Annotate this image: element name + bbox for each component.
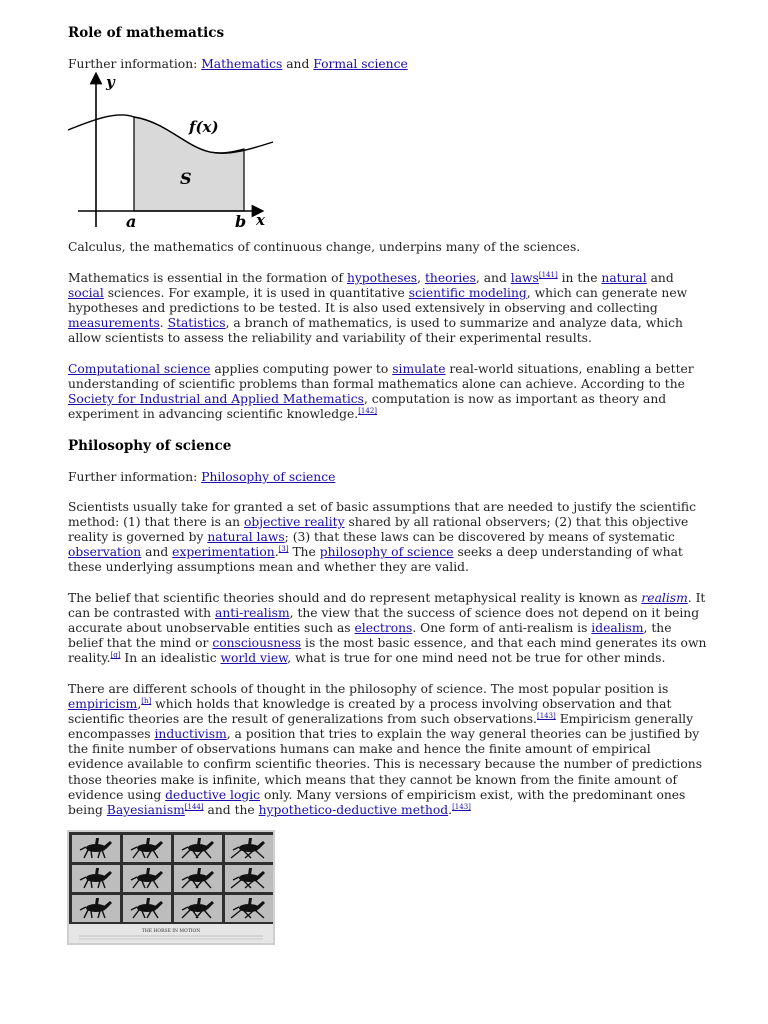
- paragraph-basic-assumptions: Scientists usually take for granted a set of basic assumptions that are needed to justify the scientific method: (1) that there is an objective reality shared by all rational observers; (2) that this objective reality is governed by natural laws; (3) that these laws can be discovered by means of systematic observation and experimentation.[3] The philosophy of science seeks a deep understanding of what these underlying assumptions mean and whether they are valid.: [68, 500, 697, 575]
- ref-143-a[interactable]: [143]: [536, 712, 556, 721]
- label-y: y: [106, 73, 115, 91]
- ref-143-b[interactable]: [143]: [452, 802, 471, 811]
- horse-in-motion-image: [67, 830, 275, 945]
- heading-philosophy-of-science: Philosophy of science: [68, 438, 232, 454]
- figure-caption-calculus: Calculus, the mathematics of continuous change, underpins many of the sciences.: [68, 240, 581, 254]
- link-consciousness[interactable]: consciousness: [212, 636, 302, 651]
- link-electrons[interactable]: electrons: [354, 621, 413, 636]
- heading-role-of-mathematics: Role of mathematics: [68, 25, 225, 41]
- link-deductive-logic[interactable]: deductive logic: [165, 787, 261, 802]
- link-philosophy-of-science-further[interactable]: Philosophy of science: [201, 470, 336, 484]
- paragraph-empiricism: There are different schools of thought in the philosophy of science. The most popular position is empiricism,[h] which holds that knowledge is created by a process involving observation and that scientific theories are the result of generalizations from such observations.[143] Empiricism generally encompasses inductivism, a position that tries to explain the way general theories can be justified by the finite number of observations humans can make and hence the finite amount of empirical evidence available to confirm scientific theories. This is necessary because the number of predictions those theories make is infinite, which means that they cannot be known from the finite amount of evidence using deductive logic only. Many versions of empiricism exist, with the predominant ones being Bayesianism[144] and the hypothetico-deductive method.[143]: [68, 682, 702, 817]
- label-x: x: [256, 211, 265, 229]
- link-hypothetico-deductive-method[interactable]: hypothetico-deductive method: [258, 802, 449, 817]
- ref-142[interactable]: [142]: [358, 407, 378, 416]
- link-inductivism[interactable]: inductivism: [154, 727, 227, 742]
- ref-3[interactable]: [3]: [278, 545, 289, 554]
- link-experimentation[interactable]: experimentation: [172, 545, 275, 560]
- paragraph-computational-science: Computational science applies computing power to simulate real-world situations, enabling a better understanding of scientific problems than formal mathematics alone can achieve. According to the Society for Industrial and Applied Mathematics, computation is now as important as theory and experiment in advancing scientific knowledge.[142]: [68, 362, 694, 422]
- link-world-view[interactable]: world view: [220, 651, 288, 666]
- ref-g[interactable]: [g]: [110, 651, 121, 660]
- link-scientific-modeling[interactable]: scientific modeling: [408, 286, 527, 301]
- link-idealism[interactable]: idealism: [591, 621, 644, 636]
- calculus-figure: [68, 72, 283, 232]
- further-info-philosophy: Further information: Philosophy of science: [68, 470, 336, 484]
- paragraph-realism: The belief that scientific theories should and do represent metaphysical reality is known as realism. It can be contrasted with anti-realism, the view that the success of science does not depend on it being accurate about unobservable entities such as electrons. One form of anti-realism is idealism, the belief that the mind or consciousness is the most basic essence, and that each mind generates its own reality.[g] In an idealistic world view, what is true for one mind need not be true for other minds.: [68, 591, 707, 666]
- label-s: S: [180, 169, 192, 188]
- link-computational-science[interactable]: Computational science: [68, 362, 211, 376]
- link-empiricism[interactable]: empiricism: [68, 697, 138, 712]
- link-siam[interactable]: Society for Industrial and Applied Mathematics: [68, 392, 364, 407]
- link-measurements[interactable]: measurements: [68, 316, 160, 331]
- link-laws[interactable]: laws: [510, 271, 539, 285]
- label-a: a: [126, 212, 137, 231]
- link-bayesianism[interactable]: Bayesianism: [106, 802, 185, 817]
- link-natural-laws[interactable]: natural laws: [207, 530, 285, 545]
- horse-caption: THE HORSE IN MOTION: [141, 929, 201, 934]
- link-observation[interactable]: observation: [68, 545, 142, 560]
- link-natural[interactable]: natural: [601, 271, 647, 285]
- link-realism[interactable]: realism: [641, 591, 688, 605]
- link-social[interactable]: social: [68, 286, 104, 301]
- link-anti-realism[interactable]: anti-realism: [215, 606, 290, 621]
- link-hypotheses[interactable]: hypotheses: [346, 271, 418, 285]
- link-objective-reality[interactable]: objective reality: [244, 515, 345, 530]
- link-statistics[interactable]: Statistics: [167, 316, 226, 331]
- link-formal-science[interactable]: Formal science: [313, 57, 408, 71]
- ref-141[interactable]: [141]: [538, 271, 558, 279]
- link-simulate[interactable]: simulate: [392, 362, 446, 376]
- link-theories[interactable]: theories: [424, 271, 476, 285]
- link-philosophy-of-science[interactable]: philosophy of science: [319, 545, 454, 560]
- link-mathematics[interactable]: Mathematics: [201, 57, 283, 71]
- further-info-mathematics: Further information: Mathematics and Formal science: [68, 57, 408, 71]
- label-b: b: [235, 212, 247, 231]
- ref-h[interactable]: [h]: [141, 697, 152, 706]
- paragraph-math-essential: Mathematics is essential in the formation of hypotheses, theories, and laws[141] in the natural and social sciences. For example, it is used in quantitative scientific modeling, which can generate new hypotheses and predictions to be tested. It is also used extensively in observing and collecting measurements. Statistics, a branch of mathematics, is used to summarize and analyze data, which allow scientists to assess the reliability and variability of their experimental results.: [68, 271, 688, 346]
- ref-144[interactable]: [144]: [184, 802, 204, 811]
- label-fx: f(x): [189, 118, 219, 136]
